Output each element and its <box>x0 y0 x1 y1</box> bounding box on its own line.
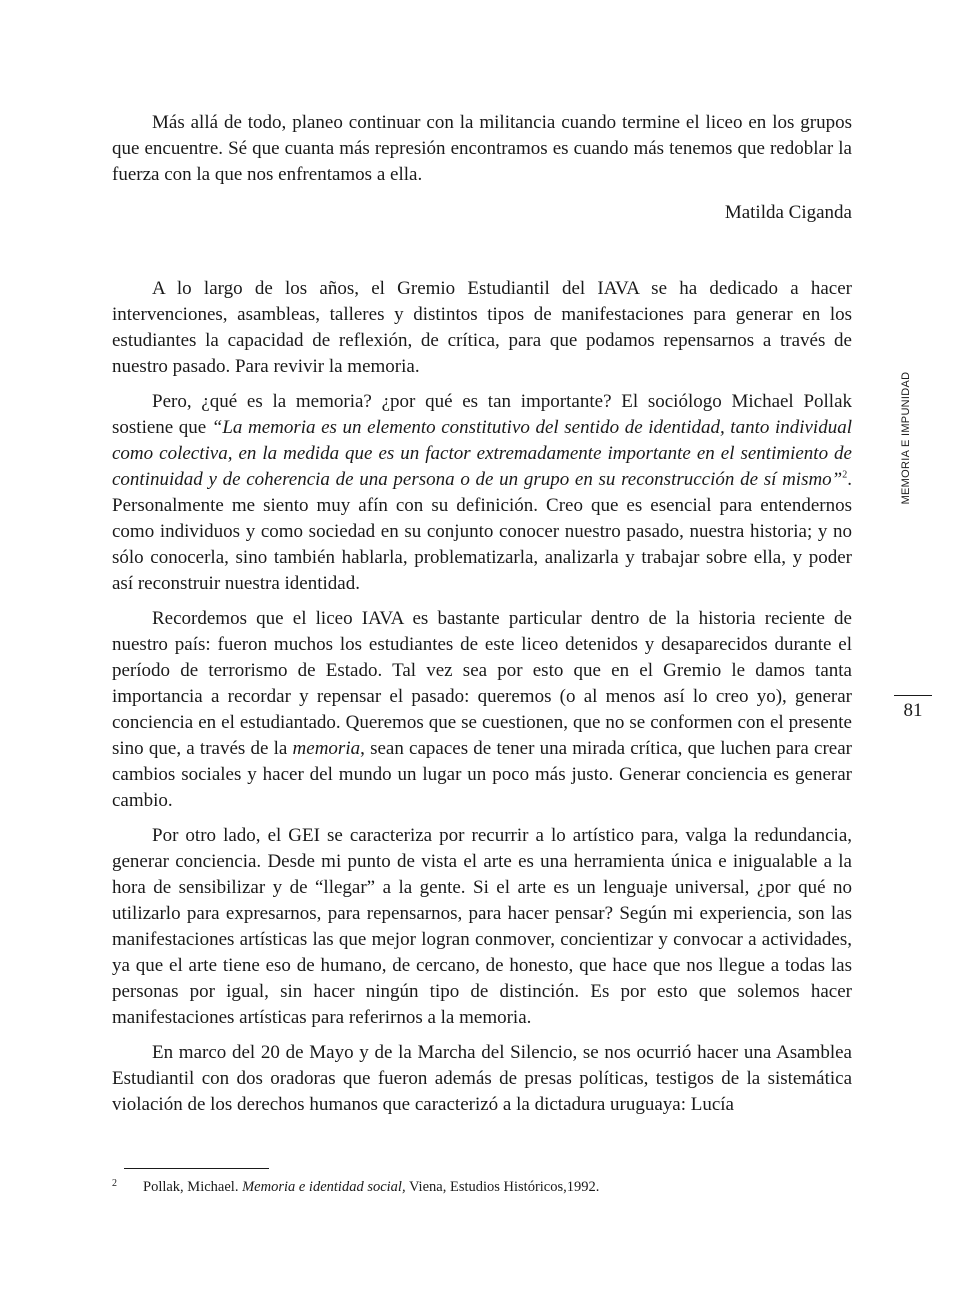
paragraph-2-lead: Pero, ¿qué es la memoria? ¿por qué es tan importante? El sociólogo Michael Pollak sostiene que <box>112 391 852 438</box>
running-header-vertical: MEMORIA E IMPUNIDAD <box>900 371 912 505</box>
footnote-separator <box>124 1168 269 1169</box>
footnote-author: Pollak, Michael. <box>143 1179 243 1195</box>
main-text <box>112 276 852 1127</box>
paragraph-3 <box>112 606 852 814</box>
paragraph-1: A lo largo de los años, el Gremio Estudiantil del IAVA se ha dedicado a hacer intervenciones, asambleas, talleres y distintos tipos de manifestaciones para generar en los estudiantes la capacidad de reflexión, de crítica, para que podamos repensarnos a través de nuestro pasado. Para revivir la memoria. <box>112 278 852 377</box>
footnote-title: Memoria e identidad social, <box>242 1179 406 1195</box>
footnote-number: 2 <box>112 1178 117 1189</box>
paragraph-2 <box>112 389 852 597</box>
paragraph-5: En marco del 20 de Mayo y de la Marcha del Silencio, se nos ocurrió hacer una Asamblea Estudiantil con dos oradoras que fueron además de presas políticas, testigos de la sistemática violación de los derechos humanos que caracterizó a la dictadura uruguaya: Lucía <box>112 1042 852 1115</box>
footnote-rest: Viena, Estudios Históricos,1992. <box>405 1179 600 1195</box>
paragraph-2-rest: . Personalmente me siento muy afín con su definición. Creo que es esencial para entendernos como individuos y como sociedad en su conjunto conocer nuestro pasado, nuestra historia; y no sólo conocerla, sino también hablarla, problematizarla, analizarla y trabajar sobre ella, y poder así reconstruir nuestra identidad. <box>112 469 852 594</box>
paragraph-3-rest: , sean capaces de tener una mirada crítica, que luchen para crear cambios sociales y hacer del mundo un lugar un poco más justo. Generar conciencia es generar cambio. <box>112 738 852 811</box>
paragraph-3-lead: Recordemos que el liceo IAVA es bastante particular dentro de la historia reciente de nuestro país: fueron muchos los estudiantes de este liceo detenidos y desaparecidos durante el período de terrorismo de Estado. Tal vez sea por esto que en el Gremio le damos tanta importancia a recordar y repensar el pasado: queremos (o al menos así lo creo yo), generar conciencia en el estudiantado. Queremos que se cuestionen, que no se conformen con el presente sino que, a través de la <box>112 608 852 759</box>
footnote-reference: 2 <box>842 469 848 481</box>
footnote-text <box>143 1178 599 1196</box>
intro-block <box>112 110 852 188</box>
pollak-quote: “La memoria es un elemento constitutivo del sentido de identidad, tanto individual como colectiva, en la medida que es un factor extremadamente importante en el sentimiento de continuidad y de coherencia de una persona o de un grupo en su reconstrucción de sí mismo” <box>112 417 852 490</box>
intro-paragraph: Más allá de todo, planeo continuar con la militancia cuando termine el liceo en los grupos que encuentre. Sé que cuanta más represión encontramos es cuando más tenemos que redoblar la fuerza con la que nos enfrentamos a ella. <box>112 112 852 185</box>
signature: Matilda Ciganda <box>724 202 852 223</box>
page-number-rule <box>894 695 932 696</box>
memoria-emphasis: memoria <box>292 738 361 759</box>
paragraph-4: Por otro lado, el GEI se caracteriza por recurrir a lo artístico para, valga la redundancia, generar conciencia. Desde mi punto de vista el arte es una herramienta única e inigualable a la hora de sensibilizar y de “llegar” a la gente. Si el arte es un lenguaje universal, ¿por qué no utilizarlo para expresarnos, para repensarnos, para hacer pensar? Según mi experiencia, son las manifestaciones artísticas las que mejor logran conmover, concientizar y convocar a actividades, ya que el arte tiene eso de humano, de cercano, de honesto, que hace que nos llegue a todas las personas por igual, sin hacer ningún tipo de distinción. Es por esto que solemos hacer manifestaciones artísticas para referirnos a la memoria. <box>112 825 852 1028</box>
page-number: 81 <box>903 700 923 721</box>
